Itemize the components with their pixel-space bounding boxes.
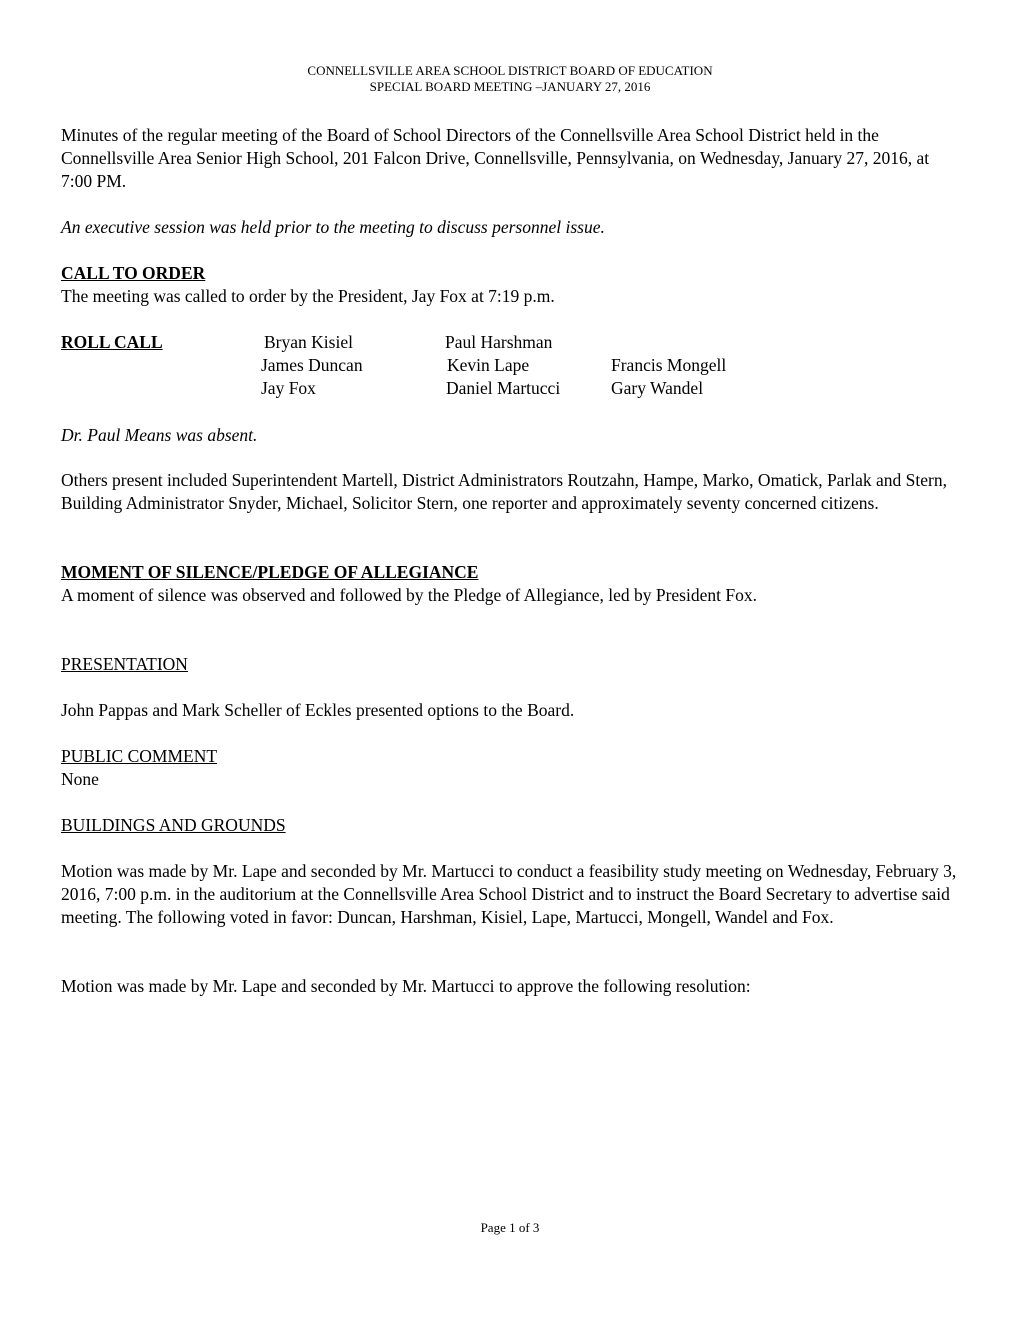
roll-call-heading: ROLL CALL — [61, 332, 163, 352]
page-header — [0, 63, 1020, 95]
moment-of-silence-text: A moment of silence was observed and followed by the Pledge of Allegiance, led by President Fox. — [61, 585, 757, 605]
presentation-heading: PRESENTATION — [61, 654, 188, 674]
header-district-title: CONNELLSVILLE AREA SCHOOL DISTRICT BOARD OF EDUCATION — [307, 63, 713, 78]
moment-of-silence-heading: MOMENT OF SILENCE/PLEDGE OF ALLEGIANCE — [61, 562, 479, 582]
page-number: Page 1 of 3 — [480, 1220, 540, 1235]
roll-call-member: Bryan Kisiel — [264, 332, 353, 352]
intro-paragraph: Minutes of the regular meeting of the Board of School Directors of the Connellsville Area School District held in the Connellsville Area Senior High School, 201 Falcon Drive, Connellsville, Pennsylvania, on Wednesday, January 27, 2016, at 7:00 PM. — [61, 125, 930, 191]
public-comment-heading: PUBLIC COMMENT — [61, 746, 218, 766]
public-comment-text: None — [61, 769, 99, 789]
executive-session-note: An executive session was held prior to the meeting to discuss personnel issue. — [61, 217, 605, 237]
roll-call-member: James Duncan — [261, 355, 363, 375]
resolution-motion-paragraph: Motion was made by Mr. Lape and seconded by Mr. Martucci to approve the following resolution: — [61, 976, 751, 996]
public-comment-section — [61, 745, 961, 791]
roll-call-member: Gary Wandel — [611, 378, 704, 398]
roll-call-member: Paul Harshman — [445, 332, 553, 352]
others-present-paragraph: Others present included Superintendent Martell, District Administrators Routzahn, Hampe, Marko, Omatick, Parlak and Stern, Building Administrator Snyder, Michael, Solicitor Stern, one reporter and approximately seventy concerned citizens. — [61, 470, 947, 513]
buildings-grounds-heading: BUILDINGS AND GROUNDS — [61, 815, 286, 835]
presentation-text: John Pappas and Mark Scheller of Eckles presented options to the Board. — [61, 700, 575, 720]
call-to-order-section — [61, 262, 961, 308]
moment-of-silence-section — [61, 561, 961, 607]
roll-call-member: Daniel Martucci — [446, 378, 561, 398]
roll-call-member: Jay Fox — [261, 378, 316, 398]
roll-call-member: Francis Mongell — [611, 355, 727, 375]
buildings-grounds-heading-row — [61, 814, 961, 837]
presentation-heading-row — [61, 653, 961, 676]
header-meeting-title: SPECIAL BOARD MEETING –JANUARY 27, 2016 — [369, 79, 651, 94]
absent-note: Dr. Paul Means was absent. — [61, 425, 258, 445]
roll-call-member: Kevin Lape — [447, 355, 530, 375]
feasibility-motion-paragraph: Motion was made by Mr. Lape and seconded by Mr. Martucci to conduct a feasibility study meeting on Wednesday, February 3, 2016, 7:00 p.m. in the auditorium at the Connellsville Area School District and to instruct the Board Secretary to advertise said meeting. The following voted in favor: Duncan, Harshman, Kisiel, Lape, Martucci, Mongell, Wandel and Fox. — [61, 861, 957, 927]
call-to-order-heading: CALL TO ORDER — [61, 263, 206, 283]
call-to-order-text: The meeting was called to order by the President, Jay Fox at 7:19 p.m. — [61, 286, 555, 306]
